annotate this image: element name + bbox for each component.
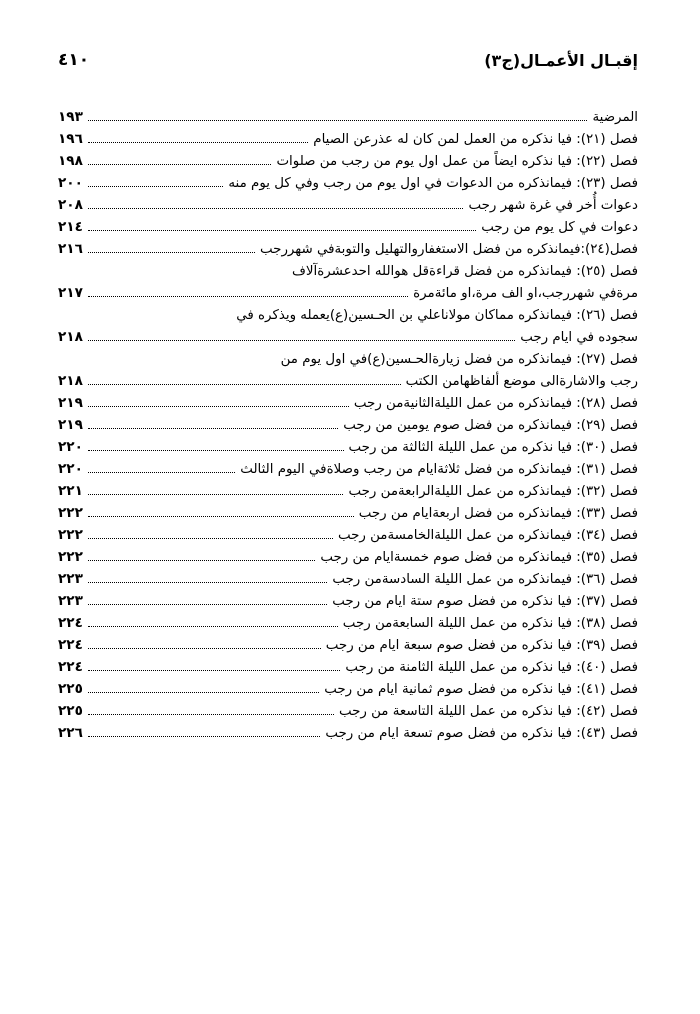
toc-entry-title: فصل (٣٩): فيا نذكره من فضل صوم سبعة ايام من رجب <box>325 638 638 653</box>
toc-entry-page: ٢١٨ <box>58 373 83 389</box>
toc-entry-page: ٢١٦ <box>58 241 83 257</box>
toc-entry-page: ٢١٧ <box>58 285 83 301</box>
toc-entry-title: فصل (٤١): فيا نذكره من فضل صوم ثمانية ايام من رجب <box>324 682 638 697</box>
toc-entry[interactable] <box>58 130 638 149</box>
toc-entry-title: فصل (٢٦): فيمانذكره مماكان مولاناعلي بن الحـسين(ع)يعمله ويذكره في <box>236 308 638 323</box>
toc-entry[interactable] <box>58 680 638 699</box>
toc-entry[interactable] <box>58 614 638 633</box>
toc-leader-dots <box>88 736 320 737</box>
toc-leader-dots <box>88 428 338 429</box>
toc-entry[interactable] <box>58 570 638 589</box>
toc-entry-title: فصل (٣٠): فيا نذكره من عمل الليلة الثالثة من رجب <box>348 440 638 455</box>
toc-leader-dots <box>88 560 315 561</box>
toc-entry[interactable] <box>58 504 638 523</box>
toc-entry-title: مرةفي شهررجب،او الف مرة،او مائةمرة <box>413 286 638 301</box>
toc-leader-dots <box>88 538 333 539</box>
toc-entry-title: المرضية <box>592 110 638 125</box>
toc-entry[interactable] <box>58 350 638 369</box>
toc-entry[interactable] <box>58 108 638 127</box>
toc-entry[interactable] <box>58 658 638 677</box>
toc-leader-dots <box>88 472 235 473</box>
toc-leader-dots <box>88 582 327 583</box>
toc-entry[interactable] <box>58 548 638 567</box>
toc-leader-dots <box>88 604 327 605</box>
toc-leader-dots <box>88 340 515 341</box>
toc-entry[interactable] <box>58 328 638 347</box>
toc-leader-dots <box>88 714 334 715</box>
toc-entry[interactable] <box>58 372 638 391</box>
toc-leader-dots <box>88 626 338 627</box>
toc-entry-title: رجب والاشارةالى موضع ألفاظهامن الكتب <box>405 374 638 389</box>
toc-leader-dots <box>88 120 588 121</box>
toc-entry-page: ٢٢٤ <box>58 615 83 631</box>
toc-entry[interactable] <box>58 152 638 171</box>
toc-entry-title: فصل (٢٢): فيا نذكره ايضاً من عمل اول يوم من رجب من صلوات <box>276 154 638 169</box>
toc-entry-page: ١٩٦ <box>58 131 83 147</box>
toc-entry[interactable] <box>58 438 638 457</box>
toc-entry-page: ١٩٣ <box>58 109 83 125</box>
toc-entry-page: ٢١٩ <box>58 417 83 433</box>
toc-entry[interactable] <box>58 284 638 303</box>
toc-entry-title: فصل (٣٥): فيمانذكره من فضل صوم خمسةايام من رجب <box>320 550 638 565</box>
toc-entry[interactable] <box>58 592 638 611</box>
toc-entry-page: ٢٢٣ <box>58 571 83 587</box>
toc-entry-title: فصل (٣١): فيمانذكره من فضل ثلاثةايام من رجب وصلاةفي اليوم الثالث <box>240 462 638 477</box>
toc-leader-dots <box>88 670 341 671</box>
toc-entry[interactable] <box>58 416 638 435</box>
toc-entry-title: فصل (٣٧): فيا نذكره من فضل صوم ستة ايام من رجب <box>332 594 638 609</box>
toc-entry-page: ٢٢٢ <box>58 549 83 565</box>
page-header <box>58 36 638 70</box>
toc-entry[interactable] <box>58 394 638 413</box>
toc-entry-page: ٢٢٣ <box>58 593 83 609</box>
toc-entry-page: ٢١٤ <box>58 219 83 235</box>
toc-entry-title: فصل (٣٤): فيمانذكره من عمل الليلةالخامسةمن رجب <box>337 528 638 543</box>
toc-entry[interactable] <box>58 482 638 501</box>
toc-entry-title: فصل (٢٣): فيمانذكره من الدعوات في اول يوم من رجب وفي كل يوم منه <box>228 176 638 191</box>
toc-leader-dots <box>88 142 308 143</box>
toc-leader-dots <box>88 406 349 407</box>
toc-entry-page: ٢٢٠ <box>58 439 83 455</box>
book-title: إقبـال الأعمـال(ج٣) <box>484 51 638 70</box>
toc-entry[interactable] <box>58 262 638 281</box>
toc-entry-page: ٢٢٢ <box>58 527 83 543</box>
toc-entry-title: فصل (٢٨): فيمانذكره من عمل الليلةالثانيةمن رجب <box>353 396 638 411</box>
toc-leader-dots <box>88 384 401 385</box>
toc-entry[interactable] <box>58 526 638 545</box>
toc-entry-title: فصل (٣٣): فيمانذكره من فضل اربعةايام من رجب <box>358 506 638 521</box>
toc-entry[interactable] <box>58 218 638 237</box>
toc-leader-dots <box>88 252 255 253</box>
toc-entry-title: فصل (٢٥): فيمانذكره من فضل قراءةقل هوالله احدعشرةآلاف <box>292 264 638 279</box>
toc-leader-dots <box>88 164 272 165</box>
toc-leader-dots <box>88 692 319 693</box>
toc-leader-dots <box>88 230 476 231</box>
toc-entry-title: فصل (٢٧): فيمانذكره من فضل زيارةالحـسين(ع)في اول يوم من <box>280 352 638 367</box>
toc-entry-page: ١٩٨ <box>58 153 83 169</box>
toc-entry-title: فصل (٢٩): فيمانذكره من فضل صوم يومين من رجب <box>343 418 638 433</box>
toc-entry-page: ٢٢٤ <box>58 637 83 653</box>
toc-entry-title: دعوات أُخر في غرة شهر رجب <box>468 198 638 213</box>
toc-entry[interactable] <box>58 460 638 479</box>
toc-leader-dots <box>88 648 321 649</box>
toc-leader-dots <box>88 186 223 187</box>
toc-entry-page: ٢٢٠ <box>58 461 83 477</box>
toc-leader-dots <box>88 450 344 451</box>
toc-entry[interactable] <box>58 306 638 325</box>
toc-entry-page: ٢٢٤ <box>58 659 83 675</box>
toc-entry-title: فصل (٤٢): فيا نذكره من عمل الليلة التاسعة من رجب <box>338 704 638 719</box>
toc-entry-title: فصل (٣٢): فيمانذكره من عمل الليلةالرابعةمن رجب <box>348 484 638 499</box>
toc-entry-title: فصل (٣٦): فيمانذكره من عمل الليلة السادسةمن رجب <box>332 572 638 587</box>
toc-entry-title: فصل (٢١): فيا نذكره من العمل لمن كان له عذرعن الصيام <box>313 132 638 147</box>
toc-entry[interactable] <box>58 240 638 259</box>
toc-entry-page: ٢٢٥ <box>58 681 83 697</box>
toc-entry[interactable] <box>58 702 638 721</box>
page-number: ٤١٠ <box>58 50 90 70</box>
toc-entry-page: ٢٢١ <box>58 483 83 499</box>
table-of-contents <box>58 108 638 743</box>
toc-leader-dots <box>88 296 408 297</box>
toc-entry-page: ٢٢٢ <box>58 505 83 521</box>
toc-entry-title: سجوده في ايام رجب <box>520 330 638 345</box>
toc-entry-page: ٢١٨ <box>58 329 83 345</box>
toc-entry[interactable] <box>58 636 638 655</box>
toc-entry[interactable] <box>58 724 638 743</box>
toc-entry-title: فصل (٤٠): فيا نذكره من عمل الليلة الثامنة من رجب <box>345 660 638 675</box>
toc-entry-page: ٢٢٥ <box>58 703 83 719</box>
toc-entry[interactable] <box>58 196 638 215</box>
toc-entry-page: ٢١٩ <box>58 395 83 411</box>
toc-entry-title: دعوات في كل يوم من رجب <box>481 220 638 235</box>
toc-leader-dots <box>88 516 354 517</box>
toc-entry-page: ٢٠٨ <box>58 197 83 213</box>
toc-leader-dots <box>88 208 464 209</box>
toc-entry-title: فصل (٣٨): فيا نذكره من عمل الليلة السابعةمن رجب <box>342 616 638 631</box>
toc-entry-title: فصل(٢٤):فيمانذكره من فضل الاستغفاروالتهليل والتوبةفي شهررجب <box>260 242 638 257</box>
toc-entry-page: ٢٢٦ <box>58 725 83 741</box>
toc-entry-page: ٢٠٠ <box>58 175 83 191</box>
toc-entry[interactable] <box>58 174 638 193</box>
toc-entry-title: فصل (٤٣): فيا نذكره من فضل صوم تسعة ايام من رجب <box>325 726 638 741</box>
toc-leader-dots <box>88 494 344 495</box>
